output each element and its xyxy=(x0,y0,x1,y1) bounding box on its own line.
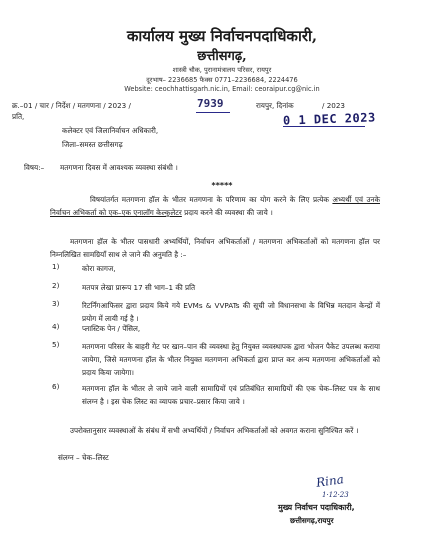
list-item-number: 4) xyxy=(52,322,60,331)
para2-text: मतगणना हॉल के भीतर पासधारी अभ्यर्थियों, निर्वाचन अभिकर्ताओं / मतगणना अभिकर्ताओं को मतगणना हॉल पर निम्नलिखित सामग्रियाँ साथ ले जाने की अनुमति है :– xyxy=(50,237,380,260)
list-item: मतगणना हॉल के भीतर ले जाये जाने वाली सामाग्रियों एवं प्रतिबंधित सामाग्रियों की एक चेक–लिस्ट पत्र के साथ संलग्न है । इस चेक लिस्ट का व्यापक प्रचार–प्रसार किया जाये । xyxy=(82,384,380,406)
signature-mark: Rina xyxy=(315,472,345,490)
body-paragraph-1 xyxy=(50,193,380,220)
state-name: छत्तीसगढ़, xyxy=(197,49,247,64)
list-item: कोरा कागज, xyxy=(82,264,116,273)
reference-number: क्र.–01 / चार / निर्देश / मतगणना / 2023 / xyxy=(12,101,131,110)
signatory-place: छत्तीसगढ़,रायपुर xyxy=(290,516,334,525)
handwritten-ref-number: 7939 xyxy=(197,97,224,110)
para1-underlined: अभ्यर्थी एवं उनके निर्वाचन अभिकर्ता को एक–एक एनालॉग केल्कुलेटर xyxy=(50,195,380,218)
list-item-number: 3) xyxy=(52,299,60,308)
enclosure-note: संलग्न – चेक–लिस्ट xyxy=(58,453,109,462)
subject-text: मतगणना दिवस में आवश्यक व्यवस्था संबंधी । xyxy=(60,163,178,172)
ref-number-underline xyxy=(196,112,230,113)
date-label: रायपुर, दिनांक xyxy=(256,101,294,110)
recipient-line-1: कलेक्टर एवं जिलानिर्वाचन अधिकारी, xyxy=(62,126,159,135)
para3-text: उपरोक्तानुसार व्यवस्थाओं के संबंध में सभी अभ्यर्थियों / निर्वाचन अभिकर्ताओं को अवगत कराना सुनिश्चित करें । xyxy=(70,426,359,435)
para1-start: विषयांतर्गत मतगणना हॉल के भीतर मतगणना के परिणाम का योग करने के लिए प्रत्येक xyxy=(90,195,333,204)
office-website: Website: ceochhattisgarh.nic.in, Email: ceoraipur.cg@nic.in xyxy=(124,85,320,93)
office-address: शास्त्री चौक, पुरानामंत्रालय परिसर, रायपुर xyxy=(172,66,272,74)
list-item-number: 6) xyxy=(52,382,60,391)
list-item: प्लास्टिक पेन / पेंसिल, xyxy=(82,324,141,333)
date-year: / 2023 xyxy=(322,101,345,110)
list-item: मतपत्र लेखा प्रारूप 17 सी भाग–1 की प्रति xyxy=(82,283,196,292)
list-item-number: 2) xyxy=(52,281,60,290)
list-item-number: 1) xyxy=(52,262,60,271)
recipient-line-2: जिला–समस्त छत्तीसगढ़ xyxy=(62,140,123,149)
list-item: मतगणना परिसर के बाहरी गेट पर खान–पान की व्यवस्था हेतु नियुक्त व्यवस्थापक द्वारा भोजन पैकेट उपलब्ध कराया जायेगा, जिसे मतगणना हॉल के भीतर नियुक्त मतगणना अभिकर्ता द्वारा प्राप्त कर अन्य मतगणना अभिकर्ताओं को प्रदाय किया जायेगा। xyxy=(82,342,380,377)
office-title: कार्यालय मुख्य निर्वाचनपदाधिकारी, xyxy=(126,27,318,45)
signature-date: 1·12·23 xyxy=(322,491,349,499)
subject-label: विषय:– xyxy=(24,163,45,172)
list-item-number: 5) xyxy=(52,340,60,349)
signatory-designation: मुख्य निर्वाचन पदाधिकारी, xyxy=(278,503,355,512)
body-paragraph-3 xyxy=(50,424,380,437)
para1-end: प्रदाय करने की व्यवस्था की जाये । xyxy=(181,208,273,218)
list-item: रिटर्निंगआफिसर द्वारा प्रदाय किये गये EVMs & VVPATs की सूची जो विधानसभा के विभिन्न मतदान केन्द्रों में प्रयोग में लायी गई है । xyxy=(82,301,380,323)
office-phone: दूरभाष– 2236685 फैक्स 0771–2236684, 2224476 xyxy=(146,76,298,84)
body-paragraph-2 xyxy=(50,235,380,262)
date-stamp-underline xyxy=(283,126,365,127)
prati-label: प्रति, xyxy=(12,112,25,121)
date-stamp: 0 1 DEC 2023 xyxy=(282,110,376,128)
separator-stars: ***** xyxy=(211,181,233,190)
